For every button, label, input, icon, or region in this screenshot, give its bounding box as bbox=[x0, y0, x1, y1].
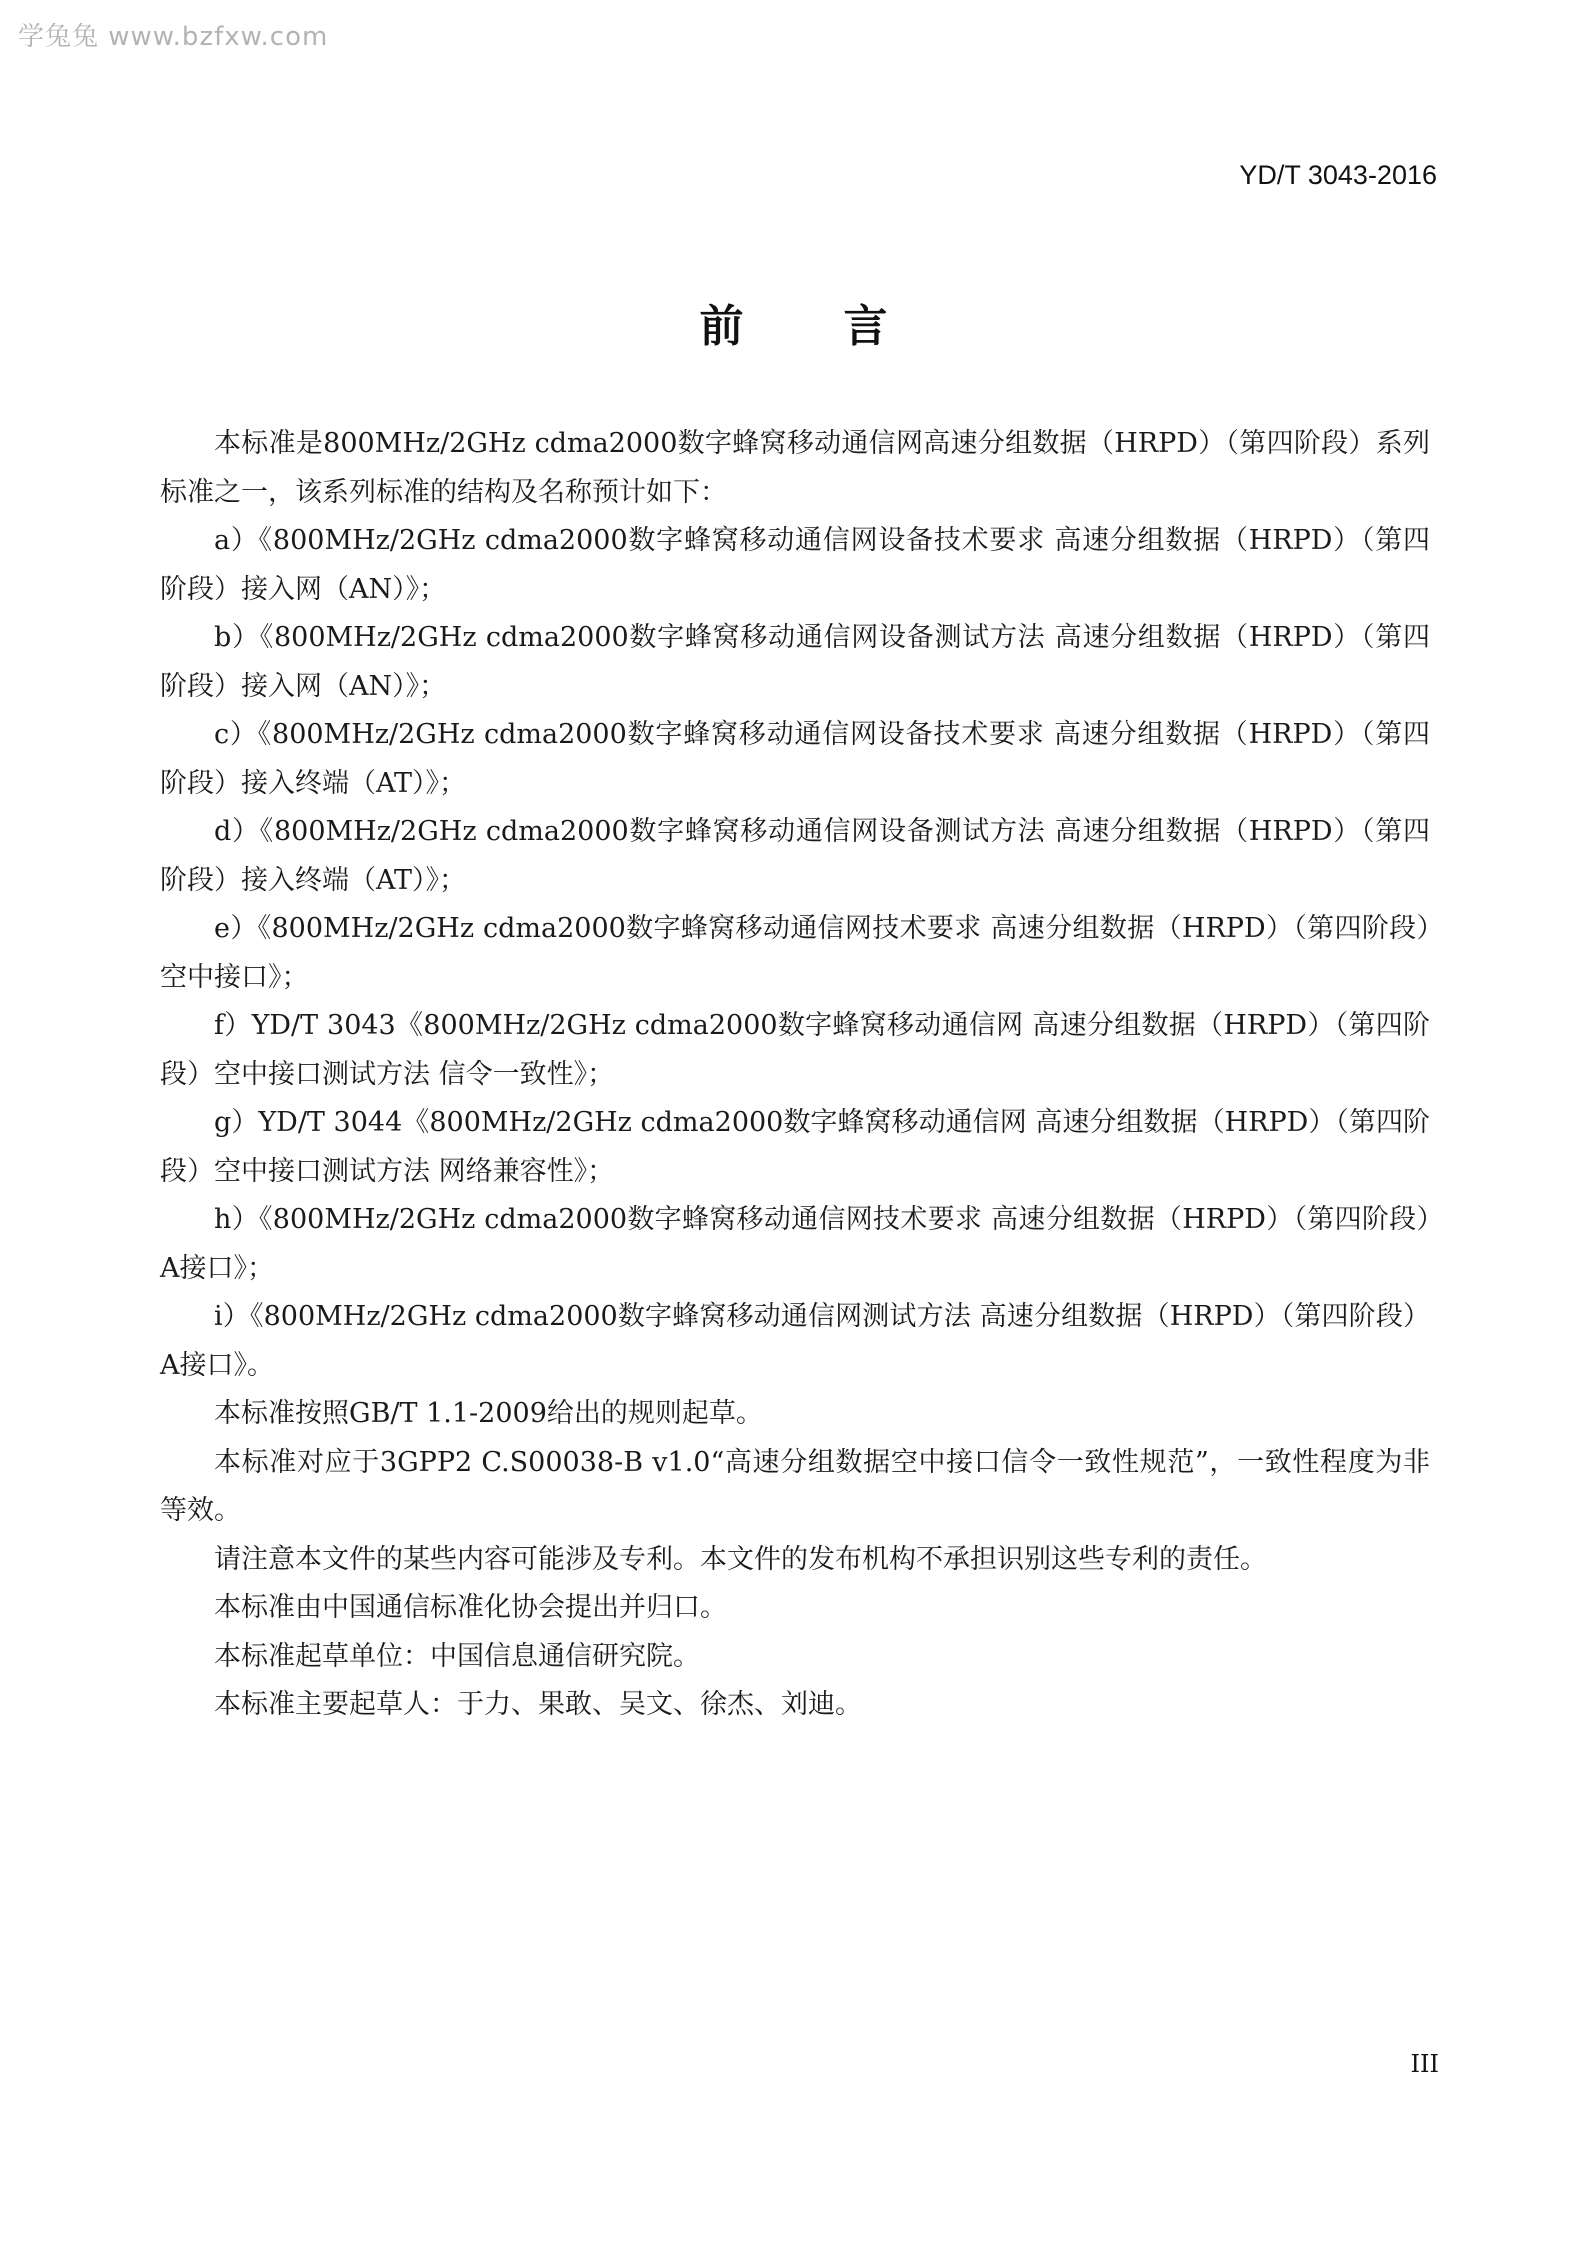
list-item-e: e）《800MHz/2GHz cdma2000数字蜂窝移动通信网技术要求 高速分组数据（HRPD）（第四阶段）空中接口》； bbox=[160, 913, 1430, 993]
list-item-a: a）《800MHz/2GHz cdma2000数字蜂窝移动通信网设备技术要求 高速分组数据（HRPD）（第四阶段）接入网（AN）》； bbox=[160, 525, 1430, 605]
intro-paragraph: 本标准是800MHz/2GHz cdma2000数字蜂窝移动通信网高速分组数据（HRPD）（第四阶段）系列标准之一，该系列标准的结构及名称预计如下： bbox=[160, 428, 1430, 508]
list-item-b: b）《800MHz/2GHz cdma2000数字蜂窝移动通信网设备测试方法 高速分组数据（HRPD）（第四阶段）接入网（AN）》； bbox=[160, 622, 1430, 702]
list-item-c: c）《800MHz/2GHz cdma2000数字蜂窝移动通信网设备技术要求 高速分组数据（HRPD）（第四阶段）接入终端（AT）》； bbox=[160, 719, 1430, 799]
list-item-f: f）YD/T 3043《800MHz/2GHz cdma2000数字蜂窝移动通信网 高速分组数据（HRPD）（第四阶段）空中接口测试方法 信令一致性》； bbox=[160, 1010, 1430, 1090]
list-item-i: i）《800MHz/2GHz cdma2000数字蜂窝移动通信网测试方法 高速分组数据（HRPD）（第四阶段）A接口》。 bbox=[160, 1301, 1430, 1381]
proposer-paragraph: 本标准由中国通信标准化协会提出并归口。 bbox=[214, 1592, 727, 1623]
list-item-d: d）《800MHz/2GHz cdma2000数字蜂窝移动通信网设备测试方法 高速分组数据（HRPD）（第四阶段）接入终端（AT）》； bbox=[160, 816, 1430, 896]
list-item-g: g）YD/T 3044《800MHz/2GHz cdma2000数字蜂窝移动通信网 高速分组数据（HRPD）（第四阶段）空中接口测试方法 网络兼容性》； bbox=[160, 1107, 1430, 1187]
patent-notice-paragraph: 请注意本文件的某些内容可能涉及专利。本文件的发布机构不承担识别这些专利的责任。 bbox=[214, 1543, 1267, 1575]
page-title: 前言 bbox=[699, 301, 988, 352]
document-body bbox=[160, 420, 1430, 1730]
watermark: 学兔兔 www.bzfxw.com bbox=[18, 22, 329, 52]
standard-code: YD/T 3043-2016 bbox=[1239, 160, 1437, 190]
drafting-unit-paragraph: 本标准起草单位：中国信息通信研究院。 bbox=[214, 1640, 700, 1672]
page-number: III bbox=[1410, 2050, 1439, 2078]
drafters-paragraph: 本标准主要起草人：于力、果敢、吴文、徐杰、刘迪。 bbox=[214, 1689, 862, 1720]
list-item-h: h）《800MHz/2GHz cdma2000数字蜂窝移动通信网技术要求 高速分组数据（HRPD）（第四阶段）A接口》； bbox=[160, 1204, 1430, 1284]
drafting-rules-paragraph: 本标准按照GB/T 1.1-2009给出的规则起草。 bbox=[214, 1398, 763, 1429]
correspondence-paragraph: 本标准对应于3GPP2 C.S00038-B v1.0“高速分组数据空中接口信令一致性规范”，一致性程度为非等效。 bbox=[160, 1446, 1430, 1526]
